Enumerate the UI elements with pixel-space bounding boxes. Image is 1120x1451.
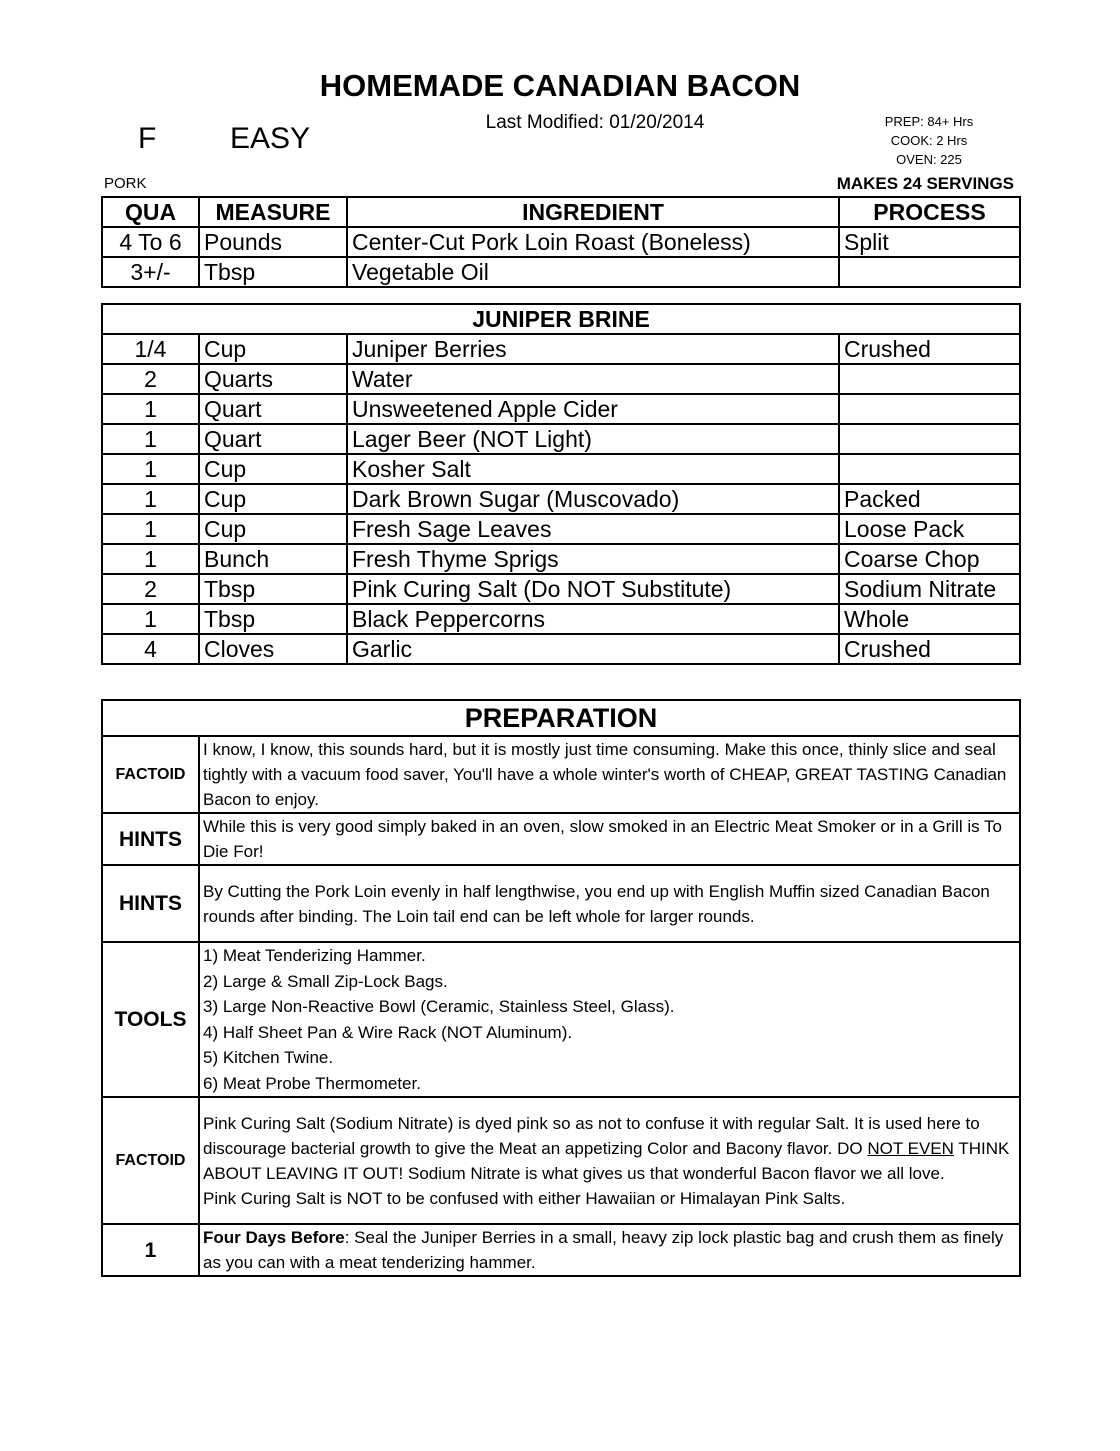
list-item: 6) Meat Probe Thermometer. <box>203 1073 421 1093</box>
prep-time: PREP: 84+ Hrs <box>884 114 974 129</box>
row-text: By Cutting the Pork Loin evenly in half lengthwise, you end up with English Muffin sized Canadian Bacon rounds after binding. The Loin tail end can be left whole for larger rounds. <box>199 865 1020 942</box>
ingredient: Fresh Sage Leaves <box>347 514 839 544</box>
process: Whole <box>839 604 1020 634</box>
ingredient: Juniper Berries <box>347 334 839 364</box>
section-header-row <box>102 700 1020 736</box>
factoid-text: THINK ABOUT LEAVING IT OUT! Sodium Nitrate is what gives us that wonderful Bacon flavor we all love. <box>203 1138 1010 1183</box>
process: Sodium Nitrate <box>839 574 1020 604</box>
ingredient: Kosher Salt <box>347 454 839 484</box>
ingredient: Garlic <box>347 634 839 664</box>
qty: 1 <box>102 544 199 574</box>
servings: MAKES 24 SERVINGS <box>836 174 1014 193</box>
header-row <box>102 197 1020 227</box>
recipe-title: HOMEMADE CANADIAN BACON <box>319 68 801 103</box>
table-row <box>102 394 1020 424</box>
qty: 4 <box>102 634 199 664</box>
brine-table <box>101 303 1021 665</box>
preparation-title: PREPARATION <box>102 700 1020 736</box>
qty: 1 <box>102 514 199 544</box>
process <box>839 257 1020 287</box>
factoid-row <box>102 1097 1020 1224</box>
process: Crushed <box>839 334 1020 364</box>
step-number: 1 <box>102 1224 199 1276</box>
table-row <box>102 544 1020 574</box>
table-row <box>102 424 1020 454</box>
process <box>839 454 1020 484</box>
ingredient: Pink Curing Salt (Do NOT Substitute) <box>347 574 839 604</box>
factoid-row <box>102 736 1020 813</box>
list-item: 2) Large & Small Zip-Lock Bags. <box>203 971 448 991</box>
measure: Pounds <box>199 227 347 257</box>
row-text: I know, I know, this sounds hard, but it is mostly just time consuming. Make this once, thinly slice and seal tightly with a vacuum food saver, You'll have a whole winter's worth of CHEAP, GREAT TASTING Canadian Bacon to enjoy. <box>199 736 1020 813</box>
time-info <box>855 112 1003 169</box>
qty: 1 <box>102 604 199 634</box>
process: Split <box>839 227 1020 257</box>
ingredient: Unsweetened Apple Cider <box>347 394 839 424</box>
process: Crushed <box>839 634 1020 664</box>
process <box>839 364 1020 394</box>
qty: 1 <box>102 454 199 484</box>
table-row <box>102 574 1020 604</box>
step-instruction: : Seal the Juniper Berries in a small, heavy zip lock plastic bag and crush them as finely as you can with a meat tenderizing hammer. <box>203 1228 1004 1272</box>
ingredient: Fresh Thyme Sprigs <box>347 544 839 574</box>
process <box>839 424 1020 454</box>
tools-row <box>102 942 1020 1097</box>
tools-list <box>199 942 1020 1097</box>
section-header-row <box>102 304 1020 334</box>
emphasis-text: NOT EVEN <box>867 1138 954 1158</box>
qty: 2 <box>102 574 199 604</box>
process <box>839 394 1020 424</box>
step-timing: Four Days Before <box>203 1228 345 1247</box>
list-item: 4) Half Sheet Pan & Wire Rack (NOT Aluminum). <box>203 1022 573 1042</box>
process: Packed <box>839 484 1020 514</box>
col-qty: QUA <box>102 197 199 227</box>
brine-title: JUNIPER BRINE <box>102 304 1020 334</box>
measure: Quart <box>199 394 347 424</box>
hint-row <box>102 865 1020 942</box>
row-label: FACTOID <box>102 1097 199 1224</box>
last-modified: Last Modified: 01/20/2014 <box>485 112 705 133</box>
factoid-text: Pink Curing Salt is NOT to be confused with either Hawaiian or Himalayan Pink Salts. <box>203 1188 846 1208</box>
list-item: 1) Meat Tenderizing Hammer. <box>203 946 426 965</box>
difficulty: EASY <box>230 122 311 155</box>
row-text <box>199 1097 1020 1224</box>
qty: 2 <box>102 364 199 394</box>
qty: 1 <box>102 394 199 424</box>
measure: Cup <box>199 454 347 484</box>
measure: Tbsp <box>199 604 347 634</box>
qty: 3+/- <box>102 257 199 287</box>
measure: Cloves <box>199 634 347 664</box>
table-row <box>102 604 1020 634</box>
table-row <box>102 364 1020 394</box>
table-row <box>102 454 1020 484</box>
step-row <box>102 1224 1020 1276</box>
list-item: 3) Large Non-Reactive Bowl (Ceramic, Stainless Steel, Glass). <box>203 997 675 1016</box>
process: Coarse Chop <box>839 544 1020 574</box>
col-measure: MEASURE <box>199 197 347 227</box>
category: PORK <box>104 175 147 192</box>
row-label: HINTS <box>102 813 199 865</box>
measure: Tbsp <box>199 574 347 604</box>
table-row <box>102 634 1020 664</box>
ingredient: Vegetable Oil <box>347 257 839 287</box>
ingredient: Lager Beer (NOT Light) <box>347 424 839 454</box>
preparation-table <box>101 699 1021 1277</box>
measure: Quart <box>199 424 347 454</box>
qty: 1 <box>102 424 199 454</box>
table-row <box>102 334 1020 364</box>
table-row <box>102 257 1020 287</box>
measure: Tbsp <box>199 257 347 287</box>
measure: Cup <box>199 514 347 544</box>
oven-temp: OVEN: 225 <box>896 152 962 167</box>
col-ingredient: INGREDIENT <box>347 197 839 227</box>
measure: Cup <box>199 484 347 514</box>
cook-time: COOK: 2 Hrs <box>890 133 968 148</box>
row-label: TOOLS <box>102 942 199 1097</box>
qty: 1 <box>102 484 199 514</box>
table-row <box>102 227 1020 257</box>
ingredient: Dark Brown Sugar (Muscovado) <box>347 484 839 514</box>
measure: Bunch <box>199 544 347 574</box>
table-row <box>102 514 1020 544</box>
recipe-code: F <box>138 122 157 155</box>
table-row <box>102 484 1020 514</box>
row-label: HINTS <box>102 865 199 942</box>
step-text <box>199 1224 1020 1276</box>
list-item: 5) Kitchen Twine. <box>203 1048 334 1067</box>
qty: 1/4 <box>102 334 199 364</box>
ingredient: Water <box>347 364 839 394</box>
factoid-text: Pink Curing Salt (Sodium Nitrate) is dyed pink so as not to confuse it with regular Salt. It is used here to discourage bacterial growth to give the Meat an appetizing Color and Bacony flavor. DO <box>203 1113 980 1158</box>
row-text: While this is very good simply baked in an oven, slow smoked in an Electric Meat Smoker or in a Grill is To Die For! <box>199 813 1020 865</box>
measure: Cup <box>199 334 347 364</box>
measure: Quarts <box>199 364 347 394</box>
hint-row <box>102 813 1020 865</box>
ingredient: Center-Cut Pork Loin Roast (Boneless) <box>347 227 839 257</box>
qty: 4 To 6 <box>102 227 199 257</box>
process: Loose Pack <box>839 514 1020 544</box>
col-process: PROCESS <box>839 197 1020 227</box>
ingredient: Black Peppercorns <box>347 604 839 634</box>
row-label: FACTOID <box>102 736 199 813</box>
main-ingredients-table <box>101 196 1021 288</box>
